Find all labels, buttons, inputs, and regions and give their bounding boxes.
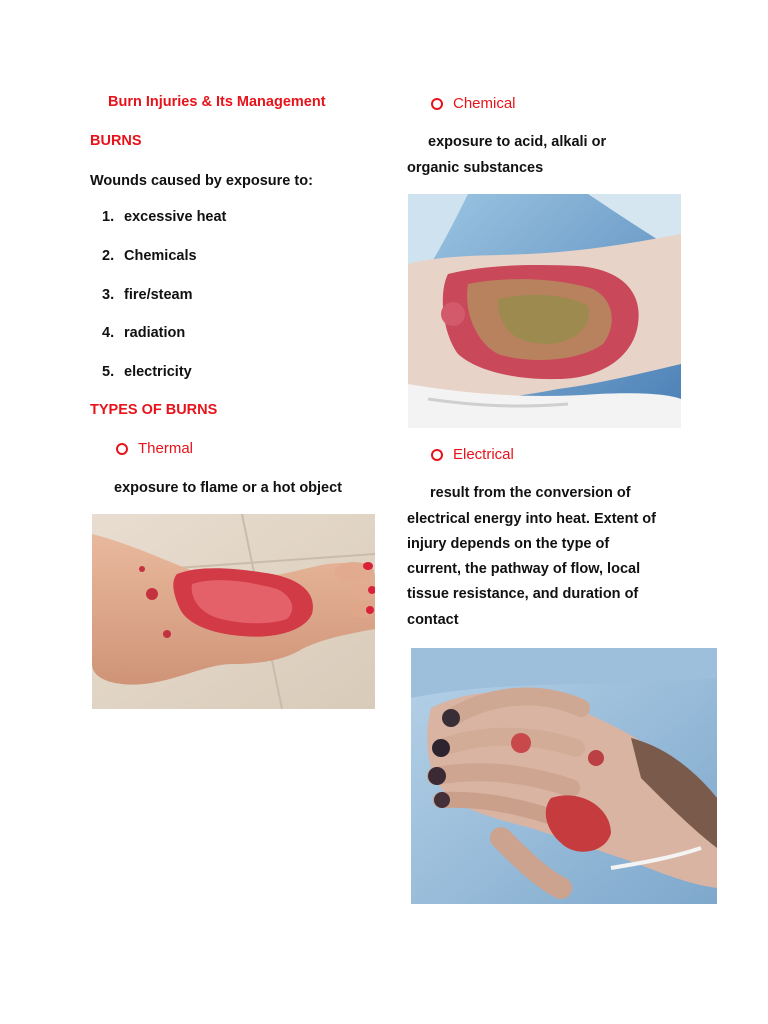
- intro-text: Wounds caused by exposure to:: [90, 173, 313, 189]
- thermal-description: exposure to flame or a hot object: [114, 480, 343, 496]
- list-item: [102, 209, 226, 225]
- list-number: 5.: [102, 364, 115, 380]
- list-label: radiation: [124, 325, 186, 341]
- electrical-bullet: [431, 446, 514, 463]
- page-title: Burn Injuries & Its Management: [108, 94, 326, 110]
- chemical-description-line2: organic substances: [407, 160, 544, 176]
- list-number: 1.: [102, 209, 115, 225]
- list-label: excessive heat: [124, 209, 227, 225]
- list-item: [102, 325, 185, 341]
- list-label: fire/steam: [124, 287, 193, 303]
- electrical-description-line: tissue resistance, and duration of: [407, 586, 639, 602]
- list-item: [102, 364, 192, 380]
- burns-heading: BURNS: [90, 133, 142, 149]
- list-item: [102, 248, 197, 264]
- chemical-burn-photo: [408, 194, 681, 428]
- chemical-bullet: [431, 95, 516, 112]
- list-number: 4.: [102, 325, 115, 341]
- list-number: 3.: [102, 287, 115, 303]
- list-label: electricity: [124, 364, 192, 380]
- circle-bullet-icon: [431, 449, 443, 461]
- electrical-description-line: contact: [407, 612, 459, 628]
- list-item: [102, 287, 193, 303]
- list-number: 2.: [102, 248, 115, 264]
- chemical-label: Chemical: [453, 95, 516, 112]
- electrical-description-line: electrical energy into heat. Extent of: [407, 511, 656, 527]
- circle-bullet-icon: [116, 443, 128, 455]
- thermal-label: Thermal: [138, 440, 194, 457]
- electrical-description-line: injury depends on the type of: [407, 536, 610, 552]
- electrical-description-line: current, the pathway of flow, local: [407, 561, 641, 577]
- electrical-label: Electrical: [453, 446, 514, 463]
- electrical-description-line: result from the conversion of: [430, 485, 631, 501]
- thermal-burn-photo: [92, 514, 375, 709]
- electrical-burn-photo: [411, 648, 717, 904]
- list-label: Chemicals: [124, 248, 197, 264]
- thermal-bullet: [116, 440, 193, 457]
- types-heading: TYPES OF BURNS: [90, 402, 218, 418]
- circle-bullet-icon: [431, 98, 443, 110]
- chemical-description-line1: exposure to acid, alkali or: [428, 134, 607, 150]
